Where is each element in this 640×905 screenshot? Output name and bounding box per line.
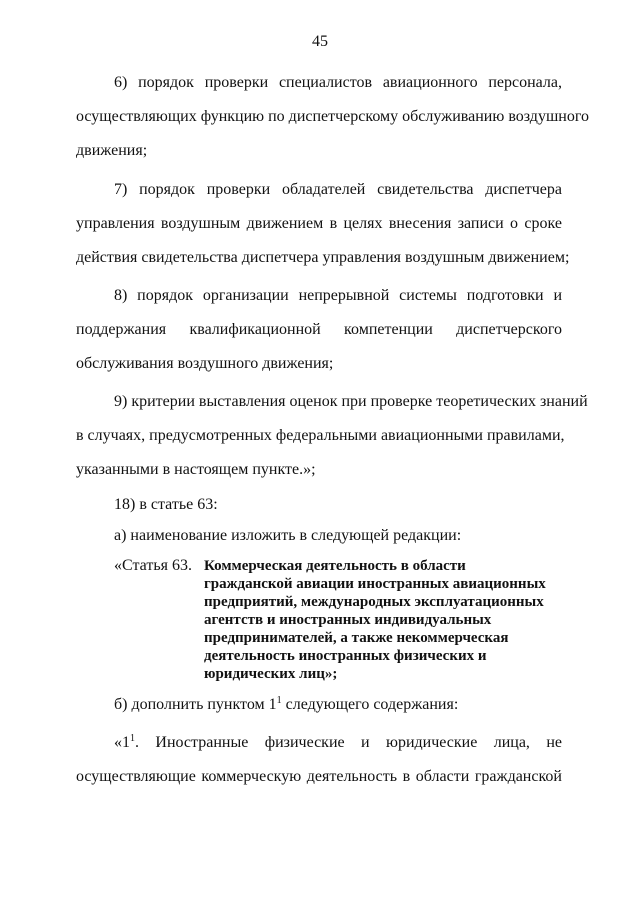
item-9-line-1: 9) критерии выставления оценок при проверке теоретических знаний [114,393,588,410]
item-18: 18) в статье 63: [114,496,218,513]
point-open: «1 [114,734,130,751]
subitem-a: а) наименование изложить в следующей редакции: [114,527,462,544]
subitem-b-text-end: следующего содержания: [281,696,459,713]
item-8-line-3: обслуживания воздушного движения; [76,355,334,372]
superscript: 1 [130,733,135,744]
point-1-1-line-2: осуществляющие коммерческую деятельность в области гражданской [76,768,562,785]
article-title-line: деятельность иностранных физических и [204,648,487,664]
article-prefix: «Статья 63. [114,557,192,574]
item-6-line-2: осуществляющих функцию по диспетчерскому обслуживанию воздушного [76,108,589,125]
article-title [204,557,564,683]
article-title-line: агентств и иностранных индивидуальных [204,612,492,628]
article-title-line: Коммерческая деятельность в области [204,558,466,574]
subitem-b-text: б) дополнить пунктом 1 [114,696,277,713]
item-7-line-1: 7) порядок проверки обладателей свидетельства диспетчера [114,181,562,198]
article-title-line: предприятий, международных эксплуатационных [204,594,544,610]
item-6-line-3: движения; [76,142,148,159]
article-title-line: гражданской авиации иностранных авиационных [204,576,546,592]
item-7-line-3: действия свидетельства диспетчера управления воздушным движением; [76,249,570,266]
item-8-line-2: поддержания квалификационной компетенции диспетчерского [76,321,562,338]
article-title-line: юридических лиц»; [204,666,338,682]
superscript: 1 [276,695,282,706]
item-8-line-1: 8) порядок организации непрерывной системы подготовки и [114,287,562,304]
article-title-line: предпринимателей, а также некоммерческая [204,630,509,646]
page-number: 45 [312,33,328,50]
item-6-line-1: 6) порядок проверки специалистов авиационного персонала, [114,74,562,91]
item-9-line-2: в случаях, предусмотренных федеральными авиационными правилами, [76,427,565,444]
point-text: . Иностранные физические и юридические лица, не [135,734,562,751]
item-7-line-2: управления воздушным движением в целях внесения записи о сроке [76,215,562,232]
point-1-1-line-1 [114,733,562,753]
item-9-line-3: указанными в настоящем пункте.»; [76,461,316,478]
subitem-b [114,695,562,715]
